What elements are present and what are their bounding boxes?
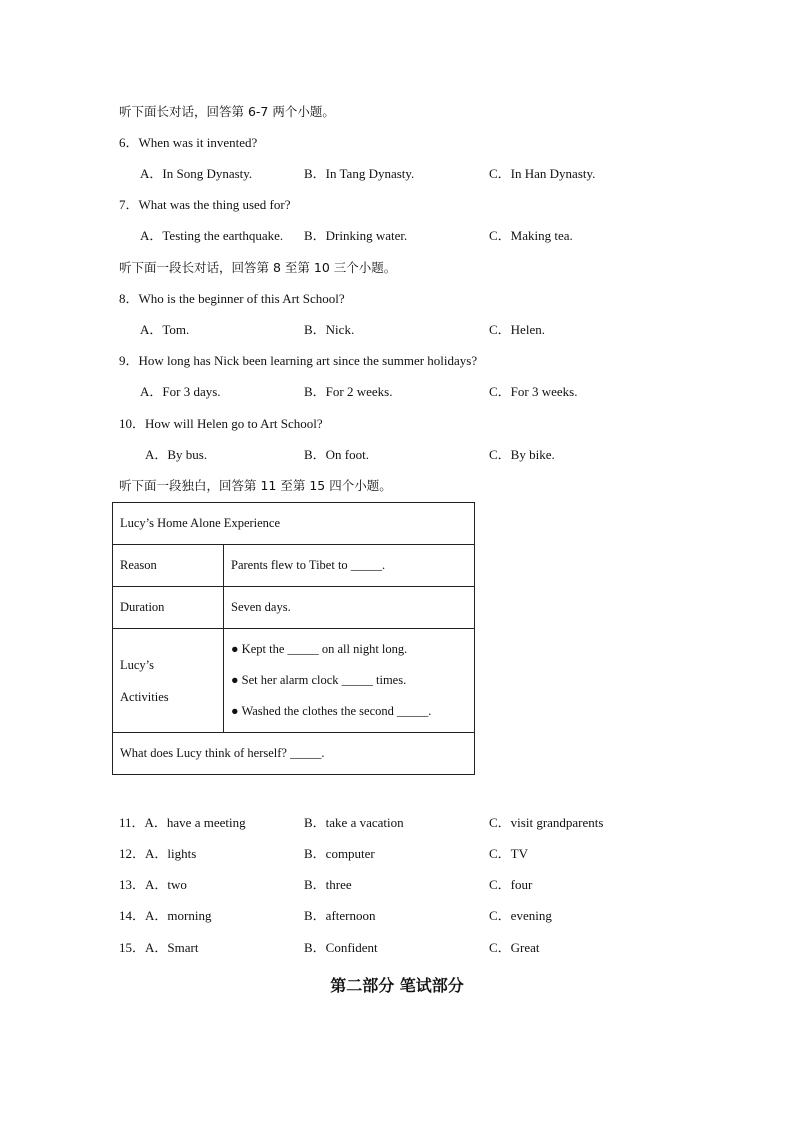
- duration-value: Seven days.: [224, 587, 475, 629]
- instruction-8-10: 听下面一段长对话，回答第 8 至第 10 三个小题。: [119, 260, 397, 275]
- q15-option-a: 15．A．Smart: [119, 940, 199, 955]
- activities-label: [113, 629, 224, 733]
- q14-option-b: B．afternoon: [304, 908, 376, 923]
- q11-option-b: B．take a vacation: [304, 815, 404, 830]
- activity-item: ● Set her alarm clock _____ times.: [231, 673, 407, 687]
- table-row: [113, 629, 475, 733]
- reason-value: Parents flew to Tibet to _____.: [224, 545, 475, 587]
- table-row: [113, 545, 475, 587]
- table-row: [113, 733, 475, 775]
- q9-option-a: A．For 3 days.: [140, 384, 221, 399]
- reason-label: Reason: [113, 545, 224, 587]
- q11-option-a: 11．A．have a meeting: [119, 815, 246, 830]
- table-title: Lucy’s Home Alone Experience: [113, 503, 475, 545]
- activities-list: [224, 629, 475, 733]
- activity-item: ● Washed the clothes the second _____.: [231, 704, 432, 718]
- q10-option-a: A．By bus.: [145, 447, 208, 462]
- q7-option-c: C．Making tea.: [489, 228, 573, 243]
- q14-option-a: 14．A．morning: [119, 908, 212, 923]
- q12-option-a: 12．A．lights: [119, 846, 197, 861]
- question-6: 6．When was it invented?: [119, 135, 258, 150]
- duration-label: Duration: [113, 587, 224, 629]
- q14-option-c: C．evening: [489, 908, 552, 923]
- q8-option-c: C．Helen.: [489, 322, 545, 337]
- q8-option-a: A．Tom.: [140, 322, 190, 337]
- activities-label-line-2: Activities: [120, 689, 169, 704]
- question-7: 7．What was the thing used for?: [119, 197, 291, 212]
- q9-option-c: C．For 3 weeks.: [489, 384, 578, 399]
- table-row: [113, 503, 475, 545]
- q6-option-b: B．In Tang Dynasty.: [304, 166, 415, 181]
- instruction-6-7: 听下面长对话，回答第 6-7 两个小题。: [119, 104, 335, 119]
- q7-option-b: B．Drinking water.: [304, 228, 408, 243]
- q7-option-a: A．Testing the earthquake.: [140, 228, 284, 243]
- q10-option-c: C．By bike.: [489, 447, 555, 462]
- q15-option-c: C．Great: [489, 940, 540, 955]
- q13-option-a: 13．A．two: [119, 877, 187, 892]
- activities-label-line-1: Lucy’s: [120, 657, 155, 672]
- q15-option-b: B．Confident: [304, 940, 378, 955]
- q11-option-c: C．visit grandparents: [489, 815, 604, 830]
- q12-option-b: B．computer: [304, 846, 375, 861]
- q9-option-b: B．For 2 weeks.: [304, 384, 393, 399]
- home-alone-table: [112, 502, 475, 775]
- question-9: 9．How long has Nick been learning art since the summer holidays?: [119, 353, 478, 368]
- table-question: What does Lucy think of herself? _____.: [113, 733, 475, 775]
- q13-option-c: C．four: [489, 877, 533, 892]
- q10-option-b: B．On foot.: [304, 447, 370, 462]
- q12-option-c: C．TV: [489, 846, 529, 861]
- activity-item: ● Kept the _____ on all night long.: [231, 642, 408, 656]
- q8-option-b: B．Nick.: [304, 322, 355, 337]
- q13-option-b: B．three: [304, 877, 352, 892]
- question-8: 8．Who is the beginner of this Art School?: [119, 291, 345, 306]
- section-title: 第二部分 笔试部分: [330, 976, 464, 995]
- q6-option-c: C．In Han Dynasty.: [489, 166, 596, 181]
- instruction-11-15: 听下面一段独白，回答第 11 至第 15 四个小题。: [119, 478, 392, 493]
- question-10: 10．How will Helen go to Art School?: [119, 416, 323, 431]
- table-row: [113, 587, 475, 629]
- q6-option-a: A．In Song Dynasty.: [140, 166, 253, 181]
